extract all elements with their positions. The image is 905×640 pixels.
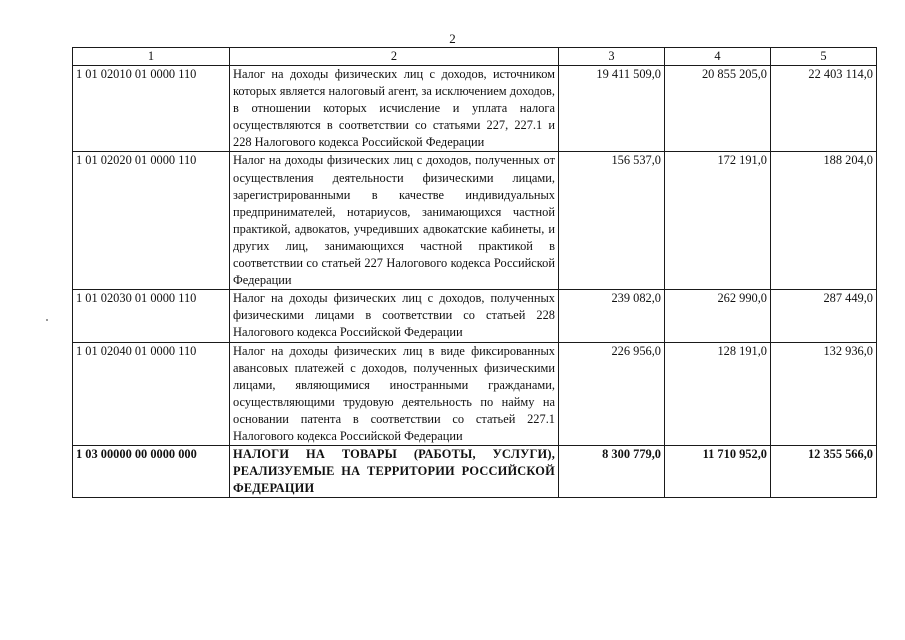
revenue-name: НАЛОГИ НА ТОВАРЫ (РАБОТЫ, УСЛУГИ), РЕАЛИЗУЕМЫЕ НА ТЕРРИТОРИИ РОССИЙСКОЙ ФЕДЕРАЦИИ bbox=[230, 446, 559, 498]
amount-col5: 132 936,0 bbox=[771, 342, 877, 446]
budget-code: 1 03 00000 00 0000 000 bbox=[73, 446, 230, 498]
amount-col3: 156 537,0 bbox=[559, 152, 665, 290]
column-header-2: 2 bbox=[230, 48, 559, 66]
amount-col4: 172 191,0 bbox=[665, 152, 771, 290]
revenue-name: Налог на доходы физических лиц с доходов, полученных от осуществления деятельности физическими лицами, зарегистрированными в качестве индивидуальных предпринимателей, нотариусов, занимающихся частной практикой, адвокатов, учредивших адвокатские кабинеты, и других лиц, занимающихся частной практикой в соответствии со статьей 227 Налогового кодекса Российской Федерации bbox=[230, 152, 559, 290]
amount-col4: 20 855 205,0 bbox=[665, 66, 771, 152]
table-row-total bbox=[73, 446, 877, 498]
revenue-name: Налог на доходы физических лиц с доходов, полученных физическими лицами в соответствии со статьей 228 Налогового кодекса Российской Федерации bbox=[230, 290, 559, 342]
page-number: 2 bbox=[449, 31, 456, 46]
amount-col5: 22 403 114,0 bbox=[771, 66, 877, 152]
table-row bbox=[73, 342, 877, 446]
amount-col3: 19 411 509,0 bbox=[559, 66, 665, 152]
revenue-name: Налог на доходы физических лиц в виде фиксированных авансовых платежей с доходов, полученных физическими лицами, являющимися иностранными гражданами, осуществляющими трудовую деятельность по найму на основании патента в соответствии со статьей 227.1 Налогового кодекса Российской Федерации bbox=[230, 342, 559, 446]
column-header-3: 3 bbox=[559, 48, 665, 66]
column-header-5: 5 bbox=[771, 48, 877, 66]
table-row bbox=[73, 66, 877, 152]
column-number-row bbox=[73, 48, 877, 66]
amount-col5: 188 204,0 bbox=[771, 152, 877, 290]
budget-code: 1 01 02040 01 0000 110 bbox=[73, 342, 230, 446]
amount-col4: 128 191,0 bbox=[665, 342, 771, 446]
table-row bbox=[73, 290, 877, 342]
amount-col3: 8 300 779,0 bbox=[559, 446, 665, 498]
budget-code: 1 01 02010 01 0000 110 bbox=[73, 66, 230, 152]
revenue-name: Налог на доходы физических лиц с доходов, источником которых является налоговый агент, за исключением доходов, в отношении которых исчисление и уплата налога осуществляются в соответствии со статьями 227, 227.1 и 228 Налогового кодекса Российской Федерации bbox=[230, 66, 559, 152]
amount-col5: 287 449,0 bbox=[771, 290, 877, 342]
amount-col3: 226 956,0 bbox=[559, 342, 665, 446]
budget-code: 1 01 02030 01 0000 110 bbox=[73, 290, 230, 342]
scan-speck bbox=[46, 319, 48, 321]
amount-col5: 12 355 566,0 bbox=[771, 446, 877, 498]
column-header-4: 4 bbox=[665, 48, 771, 66]
table-row bbox=[73, 152, 877, 290]
amount-col3: 239 082,0 bbox=[559, 290, 665, 342]
revenue-table bbox=[72, 47, 877, 498]
column-header-1: 1 bbox=[73, 48, 230, 66]
amount-col4: 11 710 952,0 bbox=[665, 446, 771, 498]
budget-code: 1 01 02020 01 0000 110 bbox=[73, 152, 230, 290]
amount-col4: 262 990,0 bbox=[665, 290, 771, 342]
